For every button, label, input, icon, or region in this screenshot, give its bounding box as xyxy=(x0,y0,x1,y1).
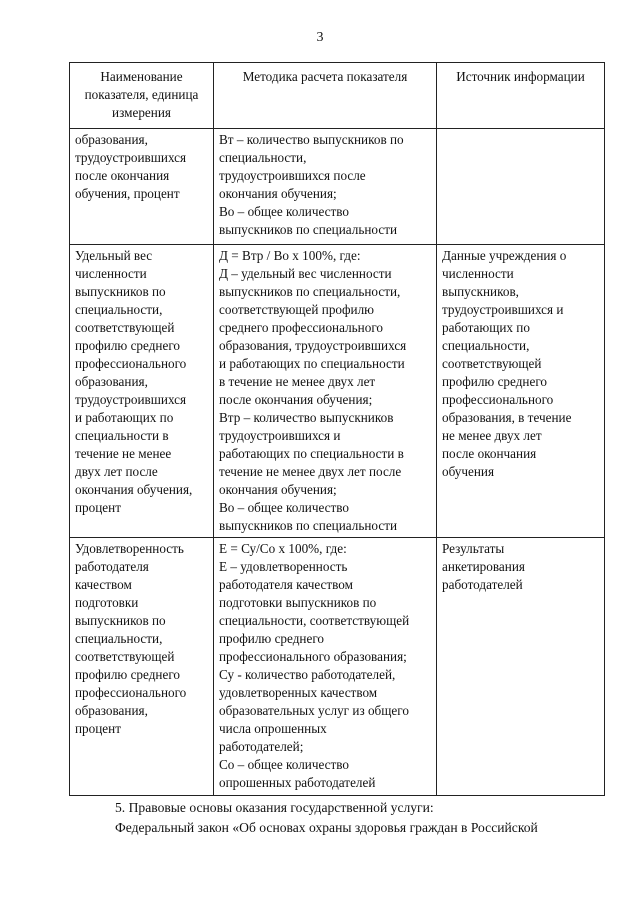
cell-line: после окончания xyxy=(442,446,537,461)
cell-line: профилю среднего xyxy=(442,374,547,389)
cell-line: Во – общее количество xyxy=(219,500,349,515)
cell-line: трудоустроившихся и xyxy=(219,428,341,443)
cell-line: после окончания обучения; xyxy=(219,392,373,407)
table-header-row xyxy=(70,63,605,129)
header-information-source: Источник информации xyxy=(437,63,605,129)
cell-line: среднего профессионального xyxy=(219,320,383,335)
cell-line: Д – удельный вес численности xyxy=(219,266,392,281)
cell-line: трудоустроившихся xyxy=(75,150,187,165)
cell-line: профессионального xyxy=(442,392,554,407)
header-calculation-method: Методика расчета показателя xyxy=(214,63,437,129)
cell-line: образования, xyxy=(75,132,148,147)
cell-line: профилю среднего xyxy=(219,631,324,646)
cell-line: специальности, xyxy=(442,338,530,353)
cell-line: Данные учреждения о xyxy=(442,248,567,263)
information-source-cell xyxy=(437,538,605,796)
cell-line: выпускников по xyxy=(75,613,166,628)
cell-line: Е – удовлетворенность xyxy=(219,559,348,574)
cell-line: двух лет после xyxy=(75,464,158,479)
cell-line: подготовки выпускников по xyxy=(219,595,377,610)
indicator-name-cell xyxy=(70,538,214,796)
cell-line: специальности, xyxy=(219,150,307,165)
cell-line: работодателей; xyxy=(219,739,304,754)
cell-line: выпускников, xyxy=(442,284,519,299)
cell-line: профессионального xyxy=(75,685,187,700)
cell-line: анкетирования xyxy=(442,559,525,574)
cell-line: Д = Втр / Во х 100%, где: xyxy=(219,248,361,263)
cell-line: не менее двух лет xyxy=(442,428,542,443)
cell-line: профессионального xyxy=(75,356,187,371)
cell-line: специальности, xyxy=(75,302,163,317)
indicator-name-cell xyxy=(70,245,214,538)
cell-line: трудоустроившихся после xyxy=(219,168,366,183)
cell-line: окончания обучения, xyxy=(75,482,193,497)
law-reference: Федеральный закон «Об основах охраны здоровья граждан в Российской xyxy=(115,820,538,835)
cell-line: удовлетворенных качеством xyxy=(219,685,378,700)
cell-line: численности xyxy=(442,266,514,281)
cell-line: работодателя качеством xyxy=(219,577,353,592)
cell-line: численности xyxy=(75,266,147,281)
section-heading: 5. Правовые основы оказания государственной услуги: xyxy=(115,800,434,815)
calculation-method-cell xyxy=(214,538,437,796)
cell-line: выпускников по специальности, xyxy=(219,284,401,299)
cell-line: Втр – количество выпускников xyxy=(219,410,394,425)
cell-line: опрошенных работодателей xyxy=(219,775,376,790)
cell-line: в течение не менее двух лет xyxy=(219,374,376,389)
cell-line: образования, xyxy=(75,374,148,389)
cell-line: образования, трудоустроившихся xyxy=(219,338,407,353)
cell-line: выпускников по специальности xyxy=(219,222,398,237)
cell-line: процент xyxy=(75,721,121,736)
cell-line: окончания обучения; xyxy=(219,186,337,201)
cell-line: качеством xyxy=(75,577,132,592)
cell-line: и работающих по xyxy=(75,410,174,425)
cell-line: профессионального образования; xyxy=(219,649,407,664)
cell-line: окончания обучения; xyxy=(219,482,337,497)
cell-line: профилю среднего xyxy=(75,667,180,682)
calculation-method-cell xyxy=(214,129,437,245)
calculation-method-cell xyxy=(214,245,437,538)
table-row xyxy=(70,129,605,245)
cell-line: профилю среднего xyxy=(75,338,180,353)
header-indicator-name: Наименование показателя, единица измерения xyxy=(70,63,214,129)
page-number: 3 xyxy=(316,30,324,45)
cell-line: специальности, xyxy=(75,631,163,646)
cell-line: Во – общее количество xyxy=(219,204,349,219)
cell-line: Результаты xyxy=(442,541,505,556)
cell-line: специальности в xyxy=(75,428,169,443)
cell-line: числа опрошенных xyxy=(219,721,327,736)
cell-line: после окончания xyxy=(75,168,170,183)
cell-line: подготовки xyxy=(75,595,139,610)
cell-line: специальности, соответствующей xyxy=(219,613,410,628)
cell-line: процент xyxy=(75,500,121,515)
cell-line: обучения xyxy=(442,464,495,479)
indicators-table xyxy=(69,62,605,796)
table-row xyxy=(70,245,605,538)
cell-line: работодателя xyxy=(75,559,149,574)
cell-line: соответствующей xyxy=(75,320,175,335)
table-row xyxy=(70,538,605,796)
cell-line: выпускников по xyxy=(75,284,166,299)
cell-line: Удовлетворенность xyxy=(75,541,184,556)
cell-line: образования, в течение xyxy=(442,410,572,425)
cell-line: соответствующей xyxy=(442,356,542,371)
cell-line: течение не менее двух лет после xyxy=(219,464,402,479)
cell-line: соответствующей профилю xyxy=(219,302,375,317)
cell-line: и работающих по специальности xyxy=(219,356,405,371)
cell-line: работающих по специальности в xyxy=(219,446,404,461)
cell-line: выпускников по специальности xyxy=(219,518,398,533)
cell-line: Су - количество работодателей, xyxy=(219,667,396,682)
cell-line: образования, xyxy=(75,703,148,718)
cell-line: Е = Су/Со х 100%, где: xyxy=(219,541,347,556)
cell-line: течение не менее xyxy=(75,446,172,461)
cell-line: образовательных услуг из общего xyxy=(219,703,409,718)
information-source-cell xyxy=(437,129,605,245)
cell-line: работодателей xyxy=(442,577,523,592)
cell-line: трудоустроившихся xyxy=(75,392,187,407)
cell-line: Со – общее количество xyxy=(219,757,349,772)
indicator-name-cell xyxy=(70,129,214,245)
cell-line: Удельный вес xyxy=(75,248,153,263)
cell-line: работающих по xyxy=(442,320,530,335)
cell-line: обучения, процент xyxy=(75,186,180,201)
information-source-cell xyxy=(437,245,605,538)
cell-line: трудоустроившихся и xyxy=(442,302,564,317)
cell-line: Вт – количество выпускников по xyxy=(219,132,404,147)
cell-line: соответствующей xyxy=(75,649,175,664)
